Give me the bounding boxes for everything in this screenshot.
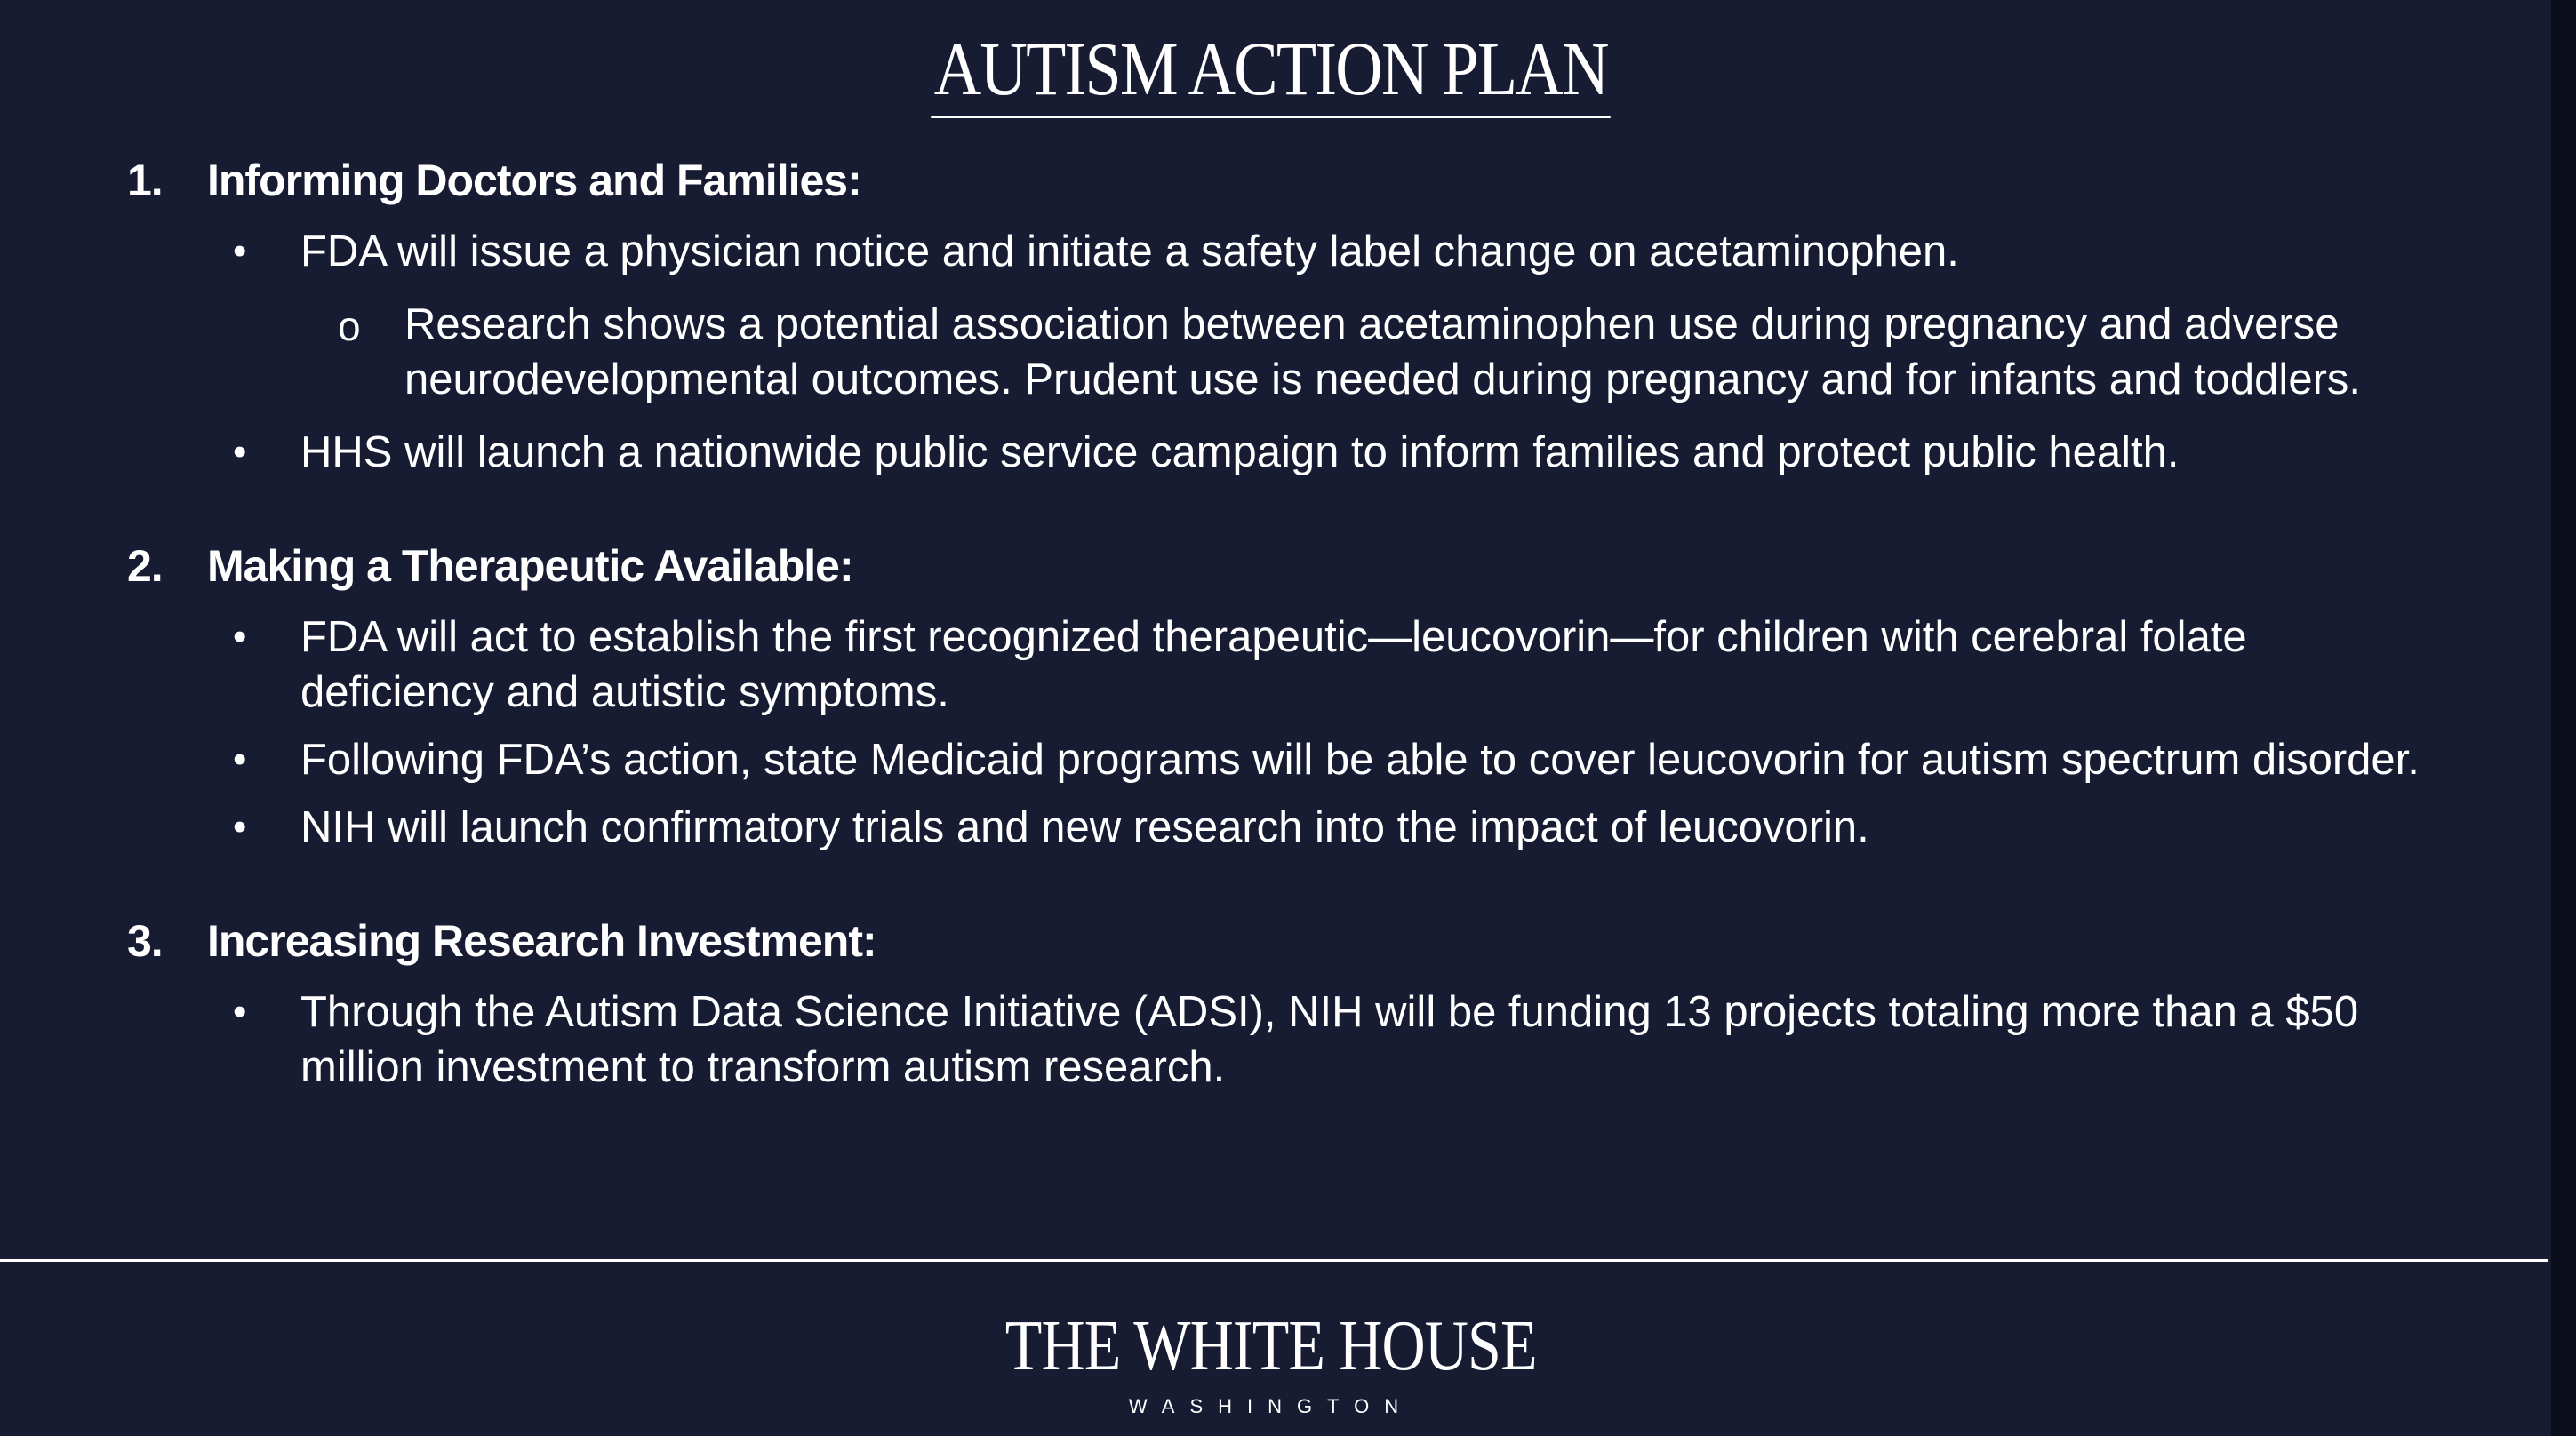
section-informing: [0, 149, 2542, 480]
footer-divider: [0, 1259, 2548, 1262]
list-item-text: NIH will launch confirmatory trials and new research into the impact of leucovorin.: [300, 803, 1869, 851]
list-item: [0, 732, 2542, 787]
section-therapeutic: [0, 535, 2542, 855]
section-header: [0, 535, 2542, 597]
sub-list-item-text: Research shows a potential association between acetaminophen use during pregnancy and adverse neurodevelopmental outcomes. Prudent use is needed during pregnancy and for infants and toddlers.: [404, 300, 2362, 403]
sub-list-item: [0, 297, 2542, 407]
bullet-icon: •: [233, 615, 247, 658]
section-spacer: [0, 855, 2542, 910]
section-number: 1.: [127, 156, 163, 205]
section-number: 3.: [127, 916, 163, 966]
section-header: [0, 149, 2542, 211]
bullet-icon: •: [233, 738, 247, 781]
section-heading: Informing Doctors and Families:: [207, 156, 861, 205]
bullet-icon: •: [233, 990, 247, 1033]
list-item-text: HHS will launch a nationwide public service campaign to inform families and protect public health.: [300, 428, 2180, 476]
bullet-icon: •: [233, 229, 247, 273]
section-heading: Making a Therapeutic Available:: [207, 541, 853, 591]
list-item: [0, 610, 2542, 720]
list-item: [0, 224, 2542, 279]
list-item-text: Through the Autism Data Science Initiative (ADSI), NIH will be funding 13 projects totaling more than a $50 million investment to transform autism research.: [300, 988, 2359, 1091]
right-edge-strip: [2551, 0, 2576, 1436]
section-spacer: [0, 480, 2542, 535]
list-item-text: FDA will issue a physician notice and initiate a safety label change on acetaminophen.: [300, 227, 1959, 275]
list-item-text: FDA will act to establish the first recognized therapeutic—leucovorin—for children with cerebral folate deficiency and autistic symptoms.: [300, 613, 2247, 716]
section-header: [0, 910, 2542, 972]
list-item: [0, 425, 2542, 480]
footer-logo-text: THE WHITE HOUSE: [1005, 1307, 1537, 1385]
section-research: [0, 910, 2542, 1095]
action-plan-content: [0, 149, 2542, 1095]
footer-logo-wordmark: [0, 1306, 2542, 1386]
bullet-icon: •: [233, 805, 247, 849]
list-item: [0, 800, 2542, 855]
bullet-icon: •: [233, 430, 247, 474]
page-title-text: AUTISM ACTION PLAN: [932, 27, 1612, 118]
section-number: 2.: [127, 541, 163, 591]
hollow-bullet-icon: o: [338, 303, 361, 349]
page-title: [0, 27, 2542, 118]
footer-location: WASHINGTON: [1128, 1395, 1414, 1417]
section-heading: Increasing Research Investment:: [207, 916, 876, 966]
list-item-text: Following FDA’s action, state Medicaid programs will be able to cover leucovorin for autism spectrum disorder.: [300, 736, 2420, 784]
list-item: [0, 985, 2542, 1095]
